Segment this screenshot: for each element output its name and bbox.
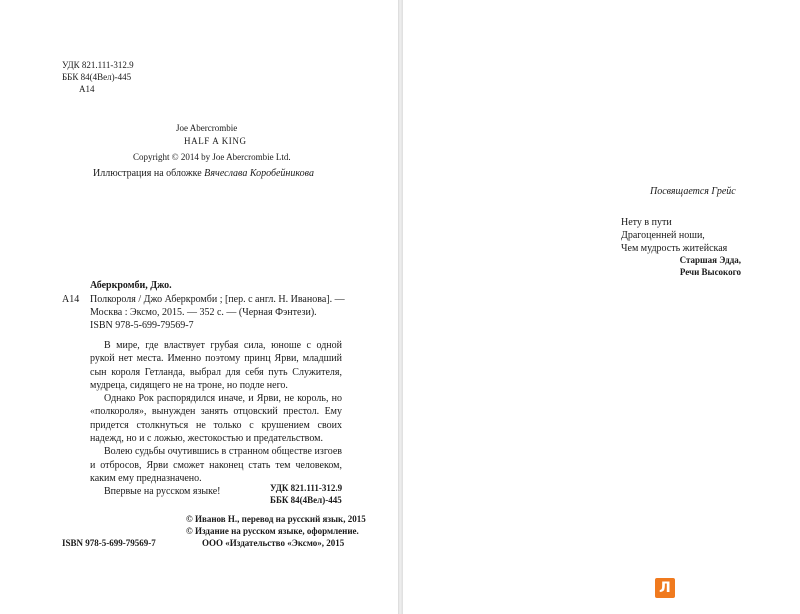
left-page [0, 0, 398, 614]
illustration-prefix: Иллюстрация на обложке [93, 168, 202, 179]
biblio-heading: Аберкромби, Джо. [90, 280, 172, 291]
isbn-bottom: ISBN 978-5-699-79569-7 [62, 538, 156, 548]
annotation-paragraph: Волею судьбы очутившись в странном обществе изгоев и отбросов, Ярви сможет наконец стать тем человеком, каким ему предназначено. [90, 446, 342, 484]
right-page [403, 0, 800, 614]
epigraph-source: Речи Высокого [679, 267, 741, 277]
biblio-isbn: ISBN 978-5-699-79569-7 [90, 320, 194, 331]
publisher-logo-icon: Л [655, 578, 675, 598]
copyright-line: Copyright © 2014 by Joe Abercrombie Ltd. [133, 152, 291, 162]
dedication: Посвящается Грейс [650, 186, 736, 197]
rights-line: © Иванов Н., перевод на русский язык, 2015 [186, 514, 366, 524]
rights-line: ООО «Издательство «Эксмо», 2015 [202, 538, 345, 548]
author-en: Joe Abercrombie [176, 123, 238, 133]
annotation-paragraph: Однако Рок распорядился иначе, и Ярви, не король, но «полкороля», вынужден занять отцовский престол. Ему придется столкнуться не только с крушением своих надежд, но и с ложью, жестокостью и предательством. [90, 393, 342, 445]
epigraph-line: Драгоценней ноши, [621, 230, 705, 241]
epigraph-line: Чем мудрость житейская [621, 243, 728, 254]
biblio-line: Полкороля / Джо Аберкромби ; [пер. с англ. Н. Иванова]. — [90, 294, 345, 305]
illustration-name: Вячеслава Коробейникова [204, 168, 314, 179]
code-top: А14 [79, 84, 95, 94]
epigraph-source: Старшая Эдда, [679, 255, 741, 265]
annotation-paragraph: В мире, где властвует грубая сила, юноше с одной рукой нет места. Именно поэтому принц Ярви, младший сын короля Гетланда, выбрал для себя путь Служителя, мудреца, сидящего не на троне, но подле него. [90, 340, 342, 391]
annotation [90, 339, 342, 499]
bbk-top: ББК 84(4Вел)-445 [62, 72, 132, 82]
epigraph-line: Нету в пути [621, 217, 672, 228]
annotation-paragraph: Впервые на русском языке! [104, 486, 221, 498]
bbk-bottom: ББК 84(4Вел)-445 [270, 495, 342, 505]
biblio-line: Москва : Эксмо, 2015. — 352 с. — (Черная Фэнтези). [90, 307, 317, 318]
title-en: HALF A KING [184, 136, 247, 146]
udk-top: УДК 821.111-312.9 [62, 60, 134, 70]
udk-bottom: УДК 821.111-312.9 [270, 483, 343, 493]
rights-line: © Издание на русском языке, оформление. [186, 526, 359, 536]
illustration-credit [93, 169, 314, 179]
biblio-code: А14 [62, 294, 80, 305]
